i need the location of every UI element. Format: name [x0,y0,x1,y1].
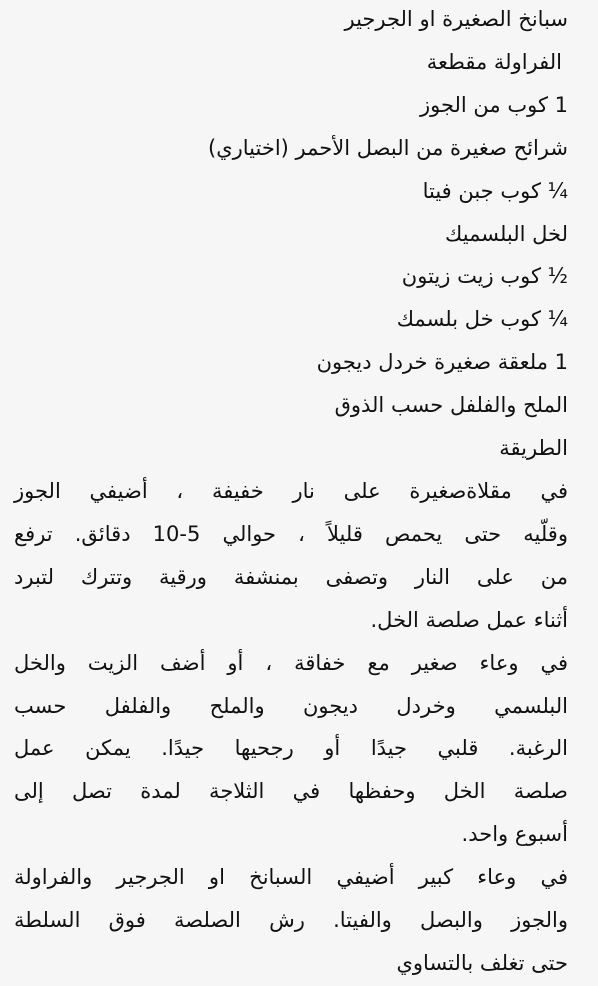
method-paragraph [14,642,568,857]
method-line: في وعاء كبير أضيفي السبانخ او الجرجير والفراولة [14,865,568,890]
method-line: في مقلاةصغيرة على نار خفيفة ، أضيفي الجوز [14,478,568,503]
method-line: أثناء عمل صلصة الخل. [370,607,568,632]
ingredient-line: لخل البلسميك [445,221,568,246]
ingredient-line: الفراولة مقطعة [426,49,562,74]
method-paragraph [14,470,568,642]
method-paragraph [14,856,568,985]
ingredient-line: 1 ملعقة صغيرة خردل ديجون [316,350,568,375]
ingredient-line: شرائح صغيرة من البصل الأحمر (اختياري) [208,135,568,160]
ingredient-line: ¼ كوب جبن فيتا [422,178,568,203]
method-line: من على النار وتصفى بمنشفة ورقية وتترك لتبرد [14,564,568,589]
method-heading: الطريقة [499,436,568,461]
method-line: حتى تغلف بالتساوي [396,950,568,975]
method-line: البلسمي وخردل ديجون والملح والفلفل حسب [14,693,568,718]
ingredient-line: ½ كوب زيت زيتون [401,264,568,289]
method-line: صلصة الخل وحفظها في الثلاجة لمدة تصل إلى [14,779,568,804]
ingredient-line: 1 كوب من الجوز [419,92,568,117]
ingredient-line: ¼ كوب خل بلسمك [396,307,568,332]
ingredient-line: الملح والفلفل حسب الذوق [334,393,568,418]
method-line: وقلّيه حتى يحمص قليلاً ، حوالي 5-10 دقائق. ترفع [14,521,568,546]
method-line: أسبوع واحد. [461,822,568,847]
method-line: والجوز والبصل والفيتا. رش الصلصة فوق السلطة [14,908,568,933]
method-line: في وعاء صغير مع خفاقة ، أو أضف الزيت والخل [14,650,568,675]
ingredient-line: سبانخ الصغيرة او الجرجير [344,7,568,31]
method-line: الرغبة. قلبي جيدًا أو رجحيها جيدًا. يمكن عمل [14,736,568,761]
